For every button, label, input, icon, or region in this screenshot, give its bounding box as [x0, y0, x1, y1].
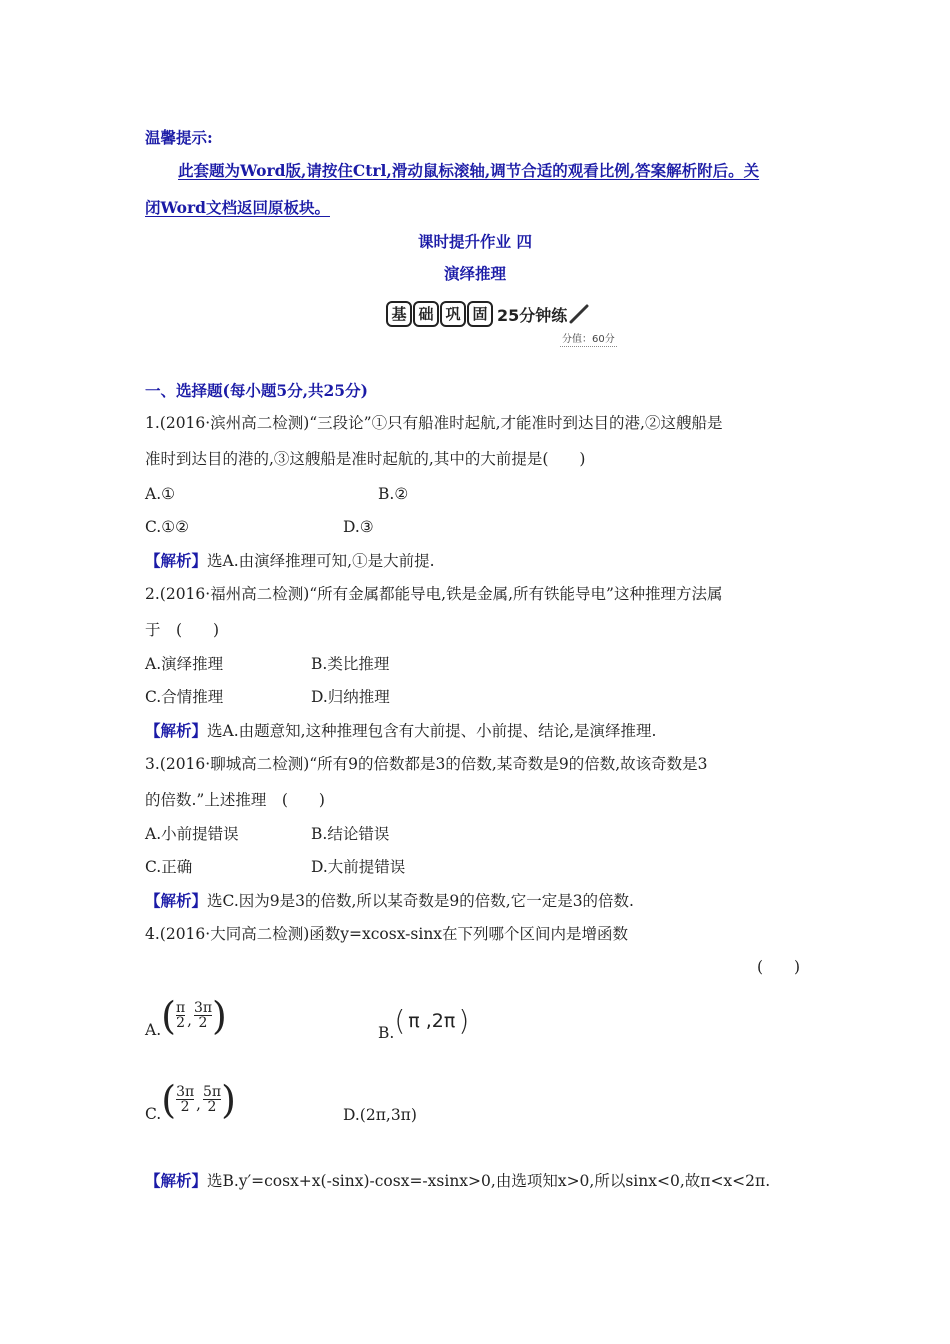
q3-option-c: C.正确 [145, 858, 193, 876]
analysis-text: 选C.因为9是3的倍数,所以某奇数是9的倍数,它一定是3的倍数. [207, 892, 634, 910]
badge-char: 固 [467, 301, 493, 327]
q1-option-d: D.③ [343, 518, 374, 536]
q4-stem: 4.(2016·大同高二检测)函数y=xcosx-sinx在下列哪个区间内是增函数 [145, 925, 629, 943]
fraction: $\frac{5\pi}{2}$ [202, 1083, 222, 1116]
q2-analysis [145, 723, 656, 740]
q4-option-c: C. ( $\frac{3\pi}{2}$ , $\frac{5\pi}{2}$ ) [145, 1077, 236, 1123]
q2-option-d: D.归纳推理 [311, 688, 390, 706]
q3-option-b: B.结论错误 [311, 825, 390, 843]
fraction: $\frac{3\pi}{2}$ [176, 1083, 195, 1116]
analysis-tag: 【解析】 [145, 721, 208, 740]
q1-option-a: A.① [145, 485, 176, 503]
notice-line-1[interactable]: 此套题为Word版,请按住Ctrl,滑动鼠标滚轴,调节合适的观看比例,答案解析附后。关 [178, 161, 760, 180]
badge-char: 巩 [440, 301, 466, 327]
q4-option-d: D.(2π,3π) [343, 1106, 417, 1124]
page-subtitle: 演绎推理 [443, 264, 506, 283]
q1-option-c: C.①② [145, 518, 190, 536]
score-label: 分值：60分 [560, 330, 617, 347]
q2-option-a: A.演绎推理 [145, 655, 224, 673]
analysis-tag: 【解析】 [145, 551, 208, 570]
analysis-text: 选A.由演绎推理可知,①是大前提. [207, 552, 435, 570]
section-badge [386, 301, 589, 327]
q3-option-a: A.小前提错误 [145, 825, 239, 843]
q1-option-b: B.② [378, 485, 409, 503]
q4-option-a: A. ( $\frac{\pi}{2}$ , $\frac{3\pi}{2}$ ) [145, 993, 227, 1039]
q2-stem-line1: 2.(2016·福州高二检测)“所有金属都能导电,铁是金属,所有铁能导电”这种推理方法属 [145, 585, 723, 603]
q1-analysis [145, 553, 435, 570]
analysis-tag: 【解析】 [145, 1171, 208, 1190]
q2-option-c: C.合情推理 [145, 688, 224, 706]
notice-heading: 温馨提示: [145, 128, 213, 147]
notice-line-2[interactable]: 闭Word文档返回原板块。 [145, 198, 330, 217]
page-title: 课时提升作业 四 [418, 232, 532, 251]
fraction: $\frac{\pi}{2}$ [175, 999, 186, 1032]
analysis-text: 选A.由题意知,这种推理包含有大前提、小前提、结论,是演绎推理. [207, 722, 657, 740]
badge-tail: 25分钟练 [497, 305, 568, 325]
badge-char: 基 [386, 301, 412, 327]
q3-analysis [145, 893, 634, 910]
q2-stem-line2: 于 ( ) [145, 621, 220, 639]
analysis-text: 选B.y′=cosx+x(-sinx)-cosx=-xsinx>0,由选项知x>0,所以sinx<0,故π<x<2π. [207, 1172, 771, 1190]
pencil-icon [569, 304, 589, 324]
q4-option-b: B. ( π ,2π ) [378, 1004, 470, 1042]
q4-analysis [145, 1173, 770, 1190]
q4-answer-bracket: ( ) [757, 958, 801, 976]
fraction: $\frac{3\pi}{2}$ [193, 999, 213, 1032]
section-heading: 一、选择题(每小题5分,共25分) [145, 381, 368, 400]
q2-option-b: B.类比推理 [311, 655, 390, 673]
badge-char: 础 [413, 301, 439, 327]
analysis-tag: 【解析】 [145, 891, 208, 910]
q1-stem-line2: 准时到达目的港的,③这艘船是准时起航的,其中的大前提是( ) [145, 450, 586, 468]
q3-option-d: D.大前提错误 [311, 858, 406, 876]
q3-stem-line1: 3.(2016·聊城高二检测)“所有9的倍数都是3的倍数,某奇数是9的倍数,故该奇数是3 [145, 755, 708, 773]
q3-stem-line2: 的倍数.”上述推理 ( ) [145, 791, 325, 809]
q1-stem-line1: 1.(2016·滨州高二检测)“三段论”①只有船准时起航,才能准时到达目的港,②这艘船是 [145, 414, 723, 432]
